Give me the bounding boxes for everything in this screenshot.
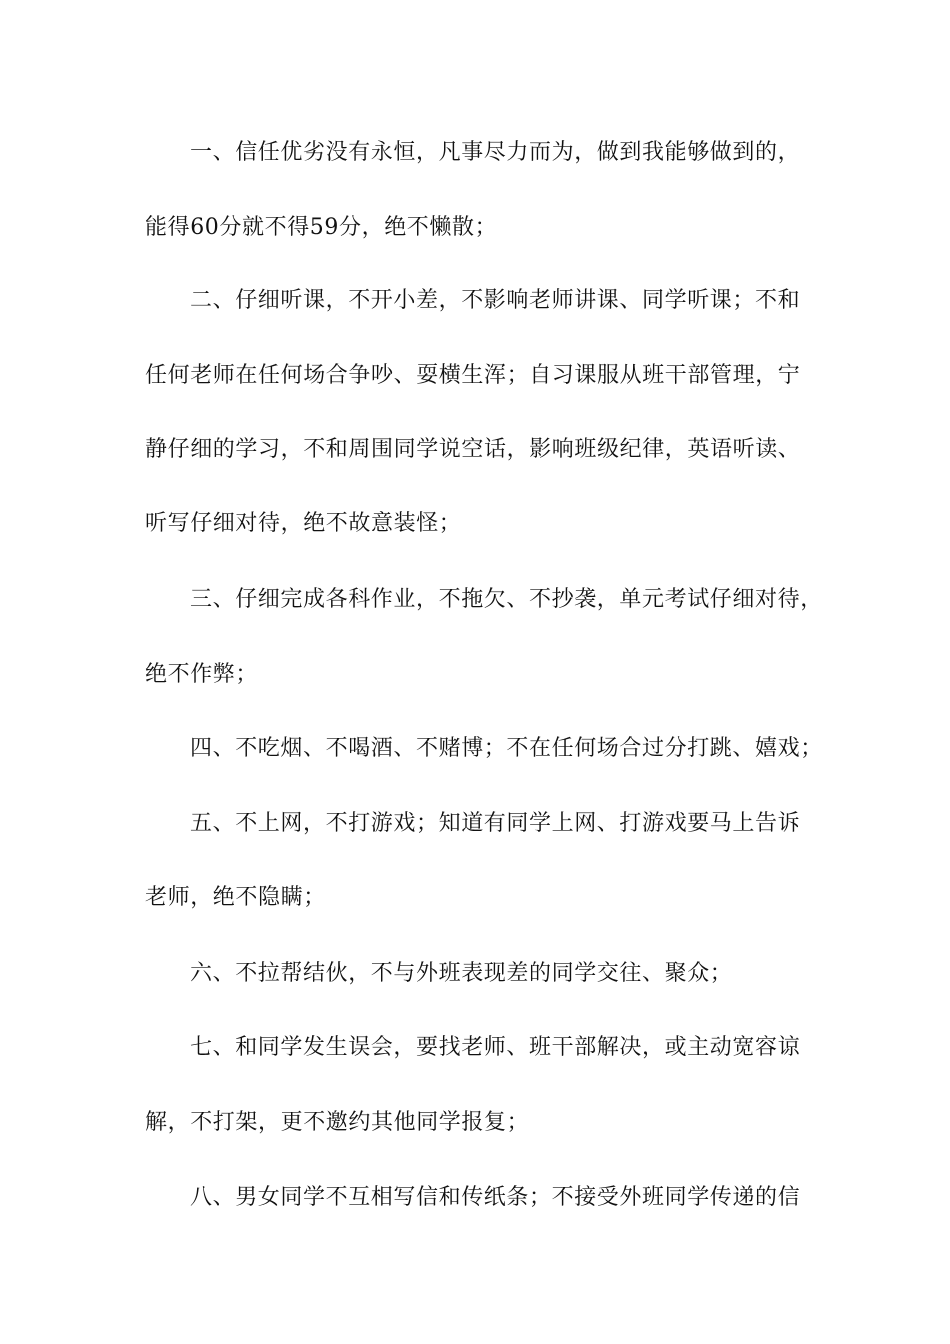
rule-3-line-2: 绝不作弊； — [145, 662, 259, 687]
rule-2-line-3: 静仔细的学习，不和周围同学说空话，影响班级纪律，英语听读、 — [145, 437, 801, 462]
rule-8-line-1: 八、男女同学不互相写信和传纸条；不接受外班同学传递的信 — [190, 1185, 801, 1210]
rule-7-line-2: 解，不打架，更不邀约其他同学报复； — [145, 1110, 530, 1135]
rule-1-line-2: 能得60分就不得59分，绝不懒散； — [145, 215, 498, 240]
rule-2-line-1: 二、仔细听课，不开小差，不影响老师讲课、同学听课；不和 — [190, 288, 801, 313]
rule-3-line-1: 三、仔细完成各科作业，不拖欠、不抄袭，单元考试仔细对待， — [190, 587, 823, 612]
rule-5-line-2: 老师，绝不隐瞒； — [145, 885, 326, 910]
rule-4-line-1: 四、不吃烟、不喝酒、不赌博；不在任何场合过分打跳、嬉戏； — [190, 736, 823, 761]
rule-2-line-2: 任何老师在任何场合争吵、耍横生浑；自习课服从班干部管理，宁 — [145, 363, 801, 388]
rule-2-line-4: 听写仔细对待，绝不故意装怪； — [145, 511, 462, 536]
rule-1-line-1: 一、信任优劣没有永恒，凡事尽力而为，做到我能够做到的， — [190, 140, 801, 165]
rule-5-line-1: 五、不上网，不打游戏；知道有同学上网、打游戏要马上告诉 — [190, 811, 801, 836]
rule-7-line-1: 七、和同学发生误会，要找老师、班干部解决，或主动宽容谅 — [190, 1035, 801, 1060]
rule-6-line-1: 六、不拉帮结伙，不与外班表现差的同学交往、聚众； — [190, 961, 733, 986]
